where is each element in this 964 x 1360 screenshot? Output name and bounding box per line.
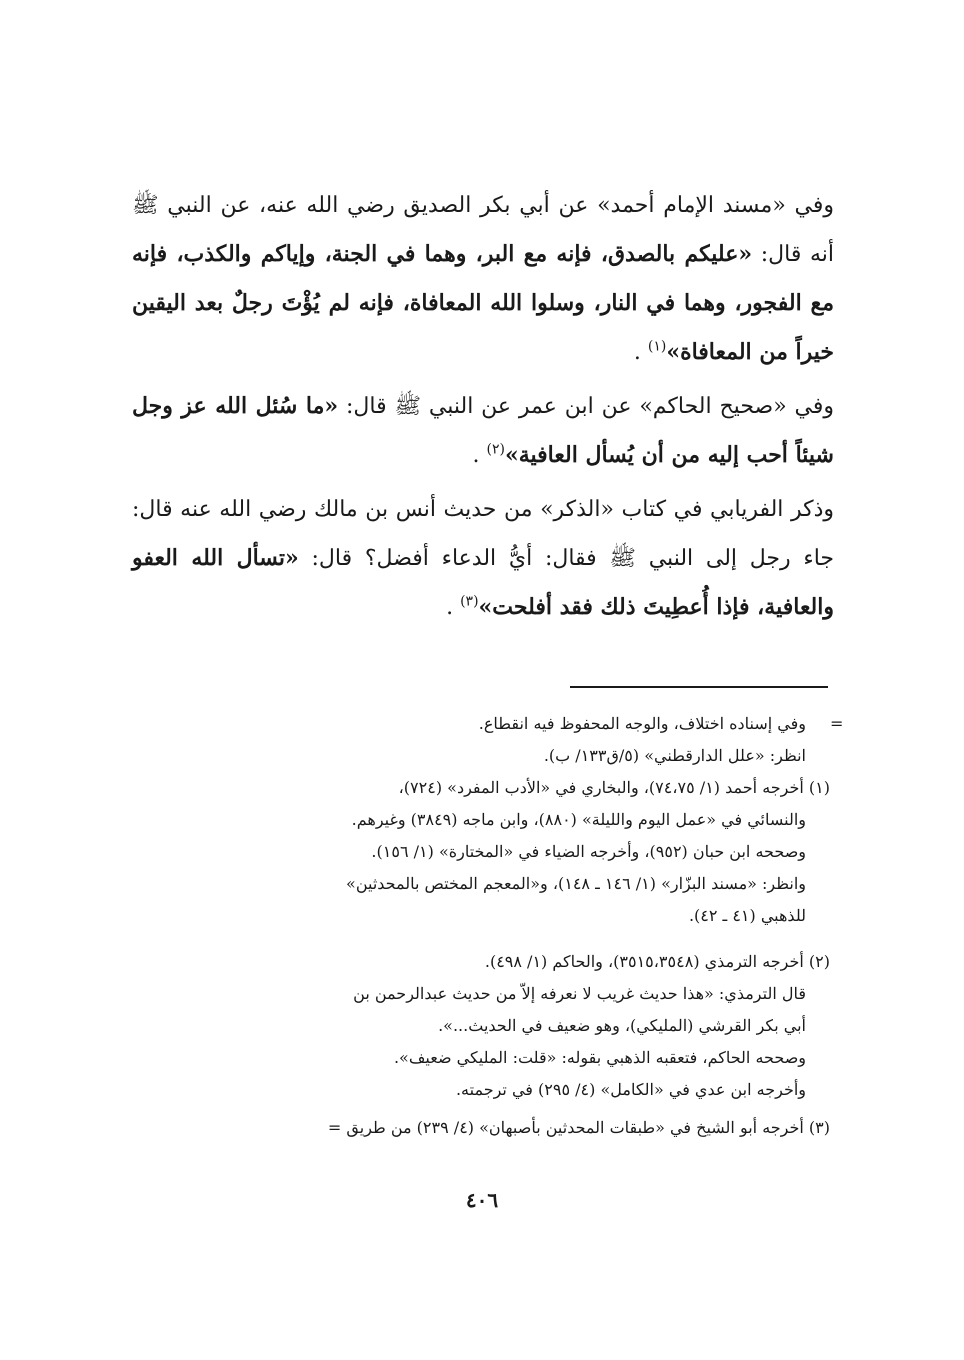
paragraph-text: وذكر الفريابي في كتاب «الذكر» من حديث أنس بن مالك رضي الله عنه قال: جاء رجل إلى النبي ﷺ فقال: أيُّ الدعاء أفضل؟ قال: (132, 497, 834, 571)
paragraph-ahmad-hadith (132, 182, 834, 377)
footnote-2: (٢) أخرجه الترمذي (٣٥١٥،٣٥٤٨)، والحاكم (١/ ٤٩٨). (484, 952, 830, 971)
page-number: ٤٠٦ (465, 1188, 499, 1212)
footnote-ref-1[interactable]: (١) (647, 338, 667, 355)
hadith-quote: «ما سُئل الله عز وجل شيئاً أحب إليه من أن يُسأل العافية» (132, 393, 834, 468)
hadith-quote: «تسأل الله العفو والعافية، فإذا أُعطِيتَ ذلك فقد أفلحت» (132, 545, 834, 620)
footnote-ref-3[interactable]: (٣) (460, 593, 479, 610)
footnote-separator (570, 686, 828, 688)
footnote-ref-2[interactable]: (٢) (486, 441, 505, 458)
footnote-line: وصححه الحاكم، فتعقبه الذهبي بقوله: «قلت: المليكي ضعيف». (393, 1048, 806, 1067)
paragraph-end: . (446, 595, 461, 620)
paragraph-hakim-hadith (132, 382, 834, 480)
footnote-line: وصححه ابن حبان (٩٥٢)، وأخرجه الضياء في «المختارة» (١/ ١٥٦). (371, 842, 806, 861)
footnote-continuation-mark: = (830, 714, 844, 733)
hadith-quote: «عليكم بالصدق، فإنه مع البر، وهما في الجنة، وإياكم والكذب، فإنه مع الفجور، وهما في النار، وسلوا الله المعافاة، فإنه لم يُؤْتَ رجلٌ بعد اليقين خيراً من المعافاة» (132, 241, 834, 365)
footnote-line: انظر: «علل الدارقطني» (٥/ق١٣٣/ ب). (543, 746, 806, 765)
footnote-3: (٣) أخرجه أبو الشيخ في «طبقات المحدثين بأصبهان» (٤/ ٢٣٩) من طريق = (327, 1118, 830, 1137)
footnote-line: وانظر: «مسند البزّار» (١/ ١٤٦ ـ ١٤٨)، و«المعجم المختص بالمحدثين» (346, 874, 806, 893)
paragraph-end: . (633, 340, 648, 365)
footnote-1: (١) أخرجه أحمد (١/ ٧٤،٧٥)، والبخاري في «الأدب المفرد» (٧٢٤)، (398, 778, 830, 797)
footnote-line: وفي إسناده اختلاف، والوجه المحفوظ فيه انقطاع. (478, 714, 806, 733)
footnote-line: أبي بكر القرشي (المليكي)، وهو ضعيف في الحديث...». (438, 1016, 806, 1035)
paragraph-firyabi-hadith (132, 486, 834, 632)
footnote-line: وأخرجه ابن عدي في «الكامل» (٤/ ٢٩٥) في ترجمته. (455, 1080, 806, 1099)
paragraph-end: . (472, 443, 487, 468)
footnote-line: قال الترمذي: «هذا حديث غريب لا نعرفه إلاّ من حديث عبدالرحمن بن (353, 984, 806, 1003)
paragraph-text: وفي «صحيح الحاكم» عن ابن عمر عن النبي ﷺ قال: (338, 394, 834, 419)
footnote-line: والنسائي في «عمل اليوم والليلة» (٨٨٠)، وابن ماجه (٣٨٤٩) وغيرهم. (351, 810, 806, 829)
footnote-line: للذهبي (٤١ ـ ٤٢). (688, 906, 806, 925)
paragraph-text: وفي «مسند الإمام أحمد» عن أبي بكر الصديق رضي الله عنه، عن النبي ﷺ أنه قال: (132, 193, 834, 267)
